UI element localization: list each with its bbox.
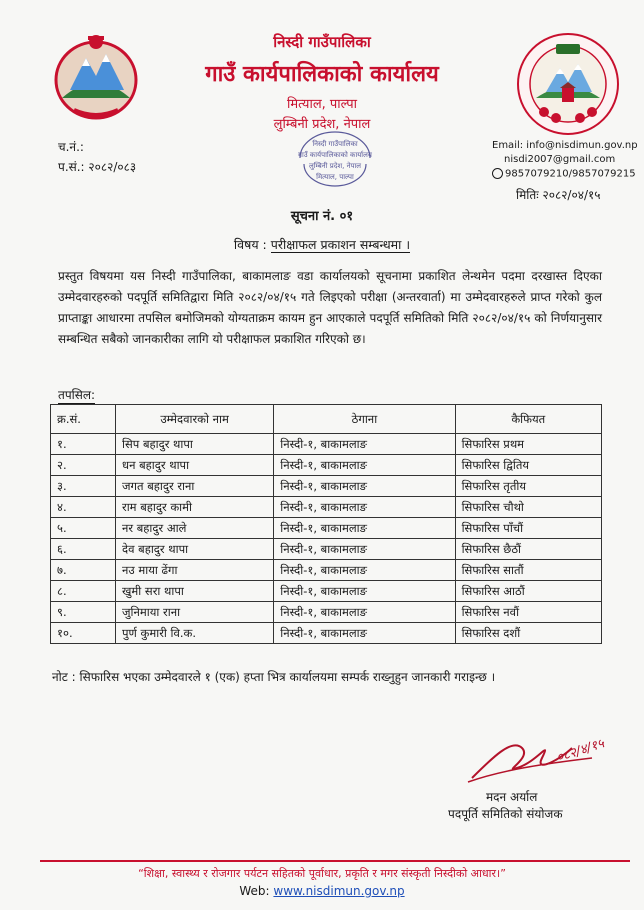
contact-phone <box>492 168 636 180</box>
municipality-name: निस्दी गाउँपालिका <box>273 33 371 51</box>
cell-remarks: सिफारिस तृतीय <box>455 476 601 497</box>
stamp-line1: निस्दी गाउँपालिका <box>312 140 358 148</box>
cell-serial: ५. <box>51 518 116 539</box>
phone-number: 9857079210/9857079215 <box>505 168 636 180</box>
cell-remarks: सिफारिस चौथो <box>455 497 601 518</box>
subject-text: परीक्षाफल प्रकाशन सम्बन्धमा । <box>270 237 411 252</box>
subject-line <box>0 236 644 253</box>
table-row <box>51 623 602 644</box>
cell-name: नर बहादुर आले <box>116 518 274 539</box>
table-row <box>51 434 602 455</box>
table-row <box>51 497 602 518</box>
signer-title: पदपूर्ति समितिको संयोजक <box>448 807 563 821</box>
office-stamp <box>292 128 378 188</box>
office-name: गाउँ कार्यपालिकाको कार्यालय <box>205 62 439 87</box>
contact-email: Email: info@nisdimun.gov.np <box>492 140 638 151</box>
col-name: उम्मेदवारको नाम <box>116 405 274 434</box>
cell-name: धन बहादुर थापा <box>116 455 274 476</box>
notice-body: प्रस्तुत विषयमा यस निस्दी गाउँपालिका, बाकामलाङ वडा कार्यालयको सूचनामा प्रकाशित लेन्थमेन पदमा दरखास्त दिएका उम्मेदवारहरुको पदपूर्ति समितिद्वारा मिति २०८२/०४/१५ गते लिइएको परीक्षा (अन्तरवार्ता) मा उम्मेदवारहरुले प्राप्त गरेको कुल प्राप्ताङ्का आधारमा तपसिल बमोजिमको योग्यताक्रम कायम हुन आएकाले पदपूर्ति समितिको मिति २०८२/०४/१५ को निर्णयानुसार सम्बन्धित सबैको जानकारीका लागि यो परीक्षाफल प्रकाशित गरिएको छ। <box>58 269 602 346</box>
notice-date: मितिः २०८२/०४/१५ <box>516 188 601 202</box>
cell-address: निस्दी-१, बाकामलाङ <box>274 476 455 497</box>
cell-serial: ९. <box>51 602 116 623</box>
cell-address: निस्दी-१, बाकामलाङ <box>274 602 455 623</box>
office-address: मित्याल, पाल्पा <box>287 97 357 112</box>
cell-address: निस्दी-१, बाकामलाङ <box>274 581 455 602</box>
cell-serial: ४. <box>51 497 116 518</box>
footer-motto: “शिक्षा, स्वास्थ्य र रोजगार पर्यटन सहितको पूर्वाधार, प्रकृति र मगर संस्कृती निस्दीको आधार।” <box>138 867 506 880</box>
cell-remarks: सिफारिस आठौं <box>455 581 601 602</box>
stamp-line3: लुम्बिनी प्रदेश, नेपाल <box>308 162 362 170</box>
cell-address: निस्दी-१, बाकामलाङ <box>274 455 455 476</box>
cell-remarks: सिफारिस नवौं <box>455 602 601 623</box>
cell-name: जगत बहादुर राना <box>116 476 274 497</box>
col-serial: क्र.सं. <box>51 405 116 434</box>
table-row <box>51 518 602 539</box>
web-label: Web: <box>239 884 270 898</box>
cell-remarks: सिफारिस छैठौं <box>455 539 601 560</box>
signature <box>462 718 622 788</box>
table-row <box>51 476 602 497</box>
cell-serial: १०. <box>51 623 116 644</box>
signer-name: मदन अर्याल <box>486 790 538 804</box>
stamp-line4: मित्याल, पाल्पा <box>316 173 354 181</box>
cell-address: निस्दी-१, बाकामलाङ <box>274 434 455 455</box>
stamp-line2: गाउँ कार्यपालिकाको कार्यालय <box>298 151 372 159</box>
tapsil-label: तपसिल: <box>58 388 96 402</box>
cell-name: देव बहादुर थापा <box>116 539 274 560</box>
cell-address: निस्दी-१, बाकामलाङ <box>274 518 455 539</box>
cell-serial: ८. <box>51 581 116 602</box>
cell-serial: २. <box>51 455 116 476</box>
table-row <box>51 602 602 623</box>
footer-website <box>0 884 644 898</box>
col-remarks: कैफियत <box>455 405 601 434</box>
contact-email-2: nisdi2007@gmail.com <box>504 154 616 165</box>
cell-name: सिप बहादुर थापा <box>116 434 274 455</box>
cell-name: पुर्ण कुमारी वि.क. <box>116 623 274 644</box>
cell-serial: ६. <box>51 539 116 560</box>
cell-remarks: सिफारिस सातौं <box>455 560 601 581</box>
cell-serial: ७. <box>51 560 116 581</box>
table-row <box>51 560 602 581</box>
cell-name: नउ माया ढेंगा <box>116 560 274 581</box>
chalani-number: च.नं.: <box>58 140 84 154</box>
table-row <box>51 581 602 602</box>
table-row <box>51 539 602 560</box>
cell-remarks: सिफारिस द्वितिय <box>455 455 601 476</box>
cell-address: निस्दी-१, बाकामलाङ <box>274 539 455 560</box>
cell-address: निस्दी-१, बाकामलाङ <box>274 497 455 518</box>
col-address: ठेगाना <box>274 405 455 434</box>
footer-divider <box>40 860 630 862</box>
signature-date: ०८२/४/१५ <box>554 736 607 766</box>
cell-remarks: सिफारिस पाँचौं <box>455 518 601 539</box>
patra-sankhya: प.सं.: २०८२/०८३ <box>58 160 137 174</box>
results-table <box>50 404 602 644</box>
municipality-logo <box>516 32 620 136</box>
cell-name: राम बहादुर कामी <box>116 497 274 518</box>
cell-serial: ३. <box>51 476 116 497</box>
cell-name: जुनिमाया राना <box>116 602 274 623</box>
table-row <box>51 455 602 476</box>
cell-serial: १. <box>51 434 116 455</box>
cell-address: निस्दी-१, बाकामलाङ <box>274 623 455 644</box>
whatsapp-icon <box>492 168 503 179</box>
cell-remarks: सिफारिस प्रथम <box>455 434 601 455</box>
cell-remarks: सिफारिस दशौं <box>455 623 601 644</box>
province-country: लुम्बिनी प्रदेश, नेपाल <box>273 117 371 132</box>
notice-note: नोट : सिफारिस भएका उम्मेदवारले १ (एक) हप्ता भित्र कार्यालयमा सम्पर्क राख्नुहुन जानकारी गराइन्छ । <box>52 670 496 684</box>
website-link[interactable]: www.nisdimun.gov.np <box>273 884 405 898</box>
subject-prefix: विषय : <box>233 237 267 252</box>
notice-number: सूचना नं. ०१ <box>290 209 354 224</box>
cell-name: खुमी सरा थापा <box>116 581 274 602</box>
table-header-row <box>51 405 602 434</box>
cell-address: निस्दी-१, बाकामलाङ <box>274 560 455 581</box>
